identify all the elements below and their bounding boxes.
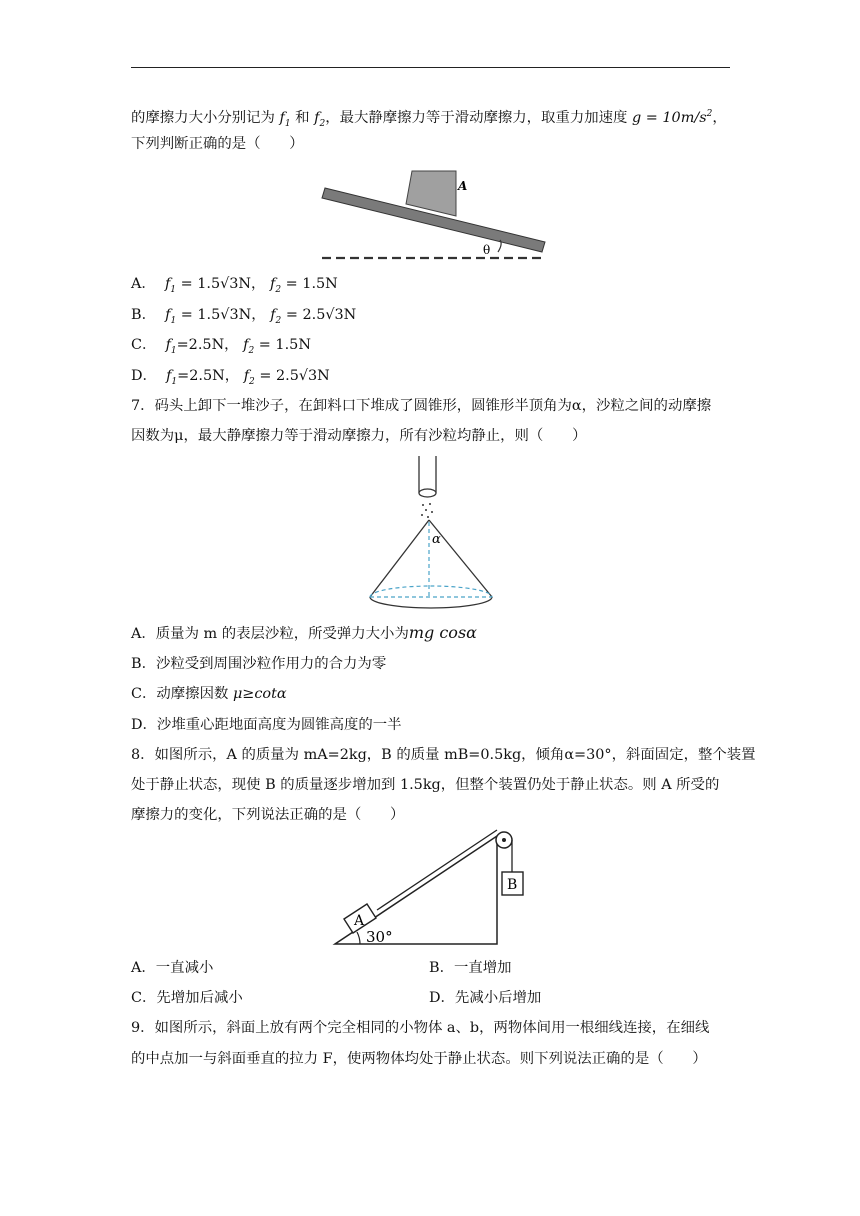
q6-option-d: D． $f_1=2.5N$， $f_2 = 2.5√3N$ (131, 368, 330, 387)
q9-stem-line1: 9．如图所示，斜面上放有两个完全相同的小物体 a、b，两物体间用一根细线连接，在细线 (131, 1020, 710, 1036)
q8-stem-line3: 摩擦力的变化，下列说法正确的是（ ） (131, 807, 405, 823)
q7-option-c: C．动摩擦因数 μ≥cotα (131, 686, 287, 702)
q8-fig-label-a: A (354, 913, 365, 929)
q9-stem-line2: 的中点加一与斜面垂直的拉力 F，使两物体均处于静止状态。则下列说法正确的是（ ） (131, 1051, 707, 1067)
q8-option-d: D．先减小后增加 (429, 990, 542, 1006)
q8-pulley-figure (330, 828, 530, 950)
q6-incline-figure (320, 168, 550, 266)
q8-fig-label-b: B (507, 877, 518, 893)
q7-option-b: B．沙粒受到周围沙粒作用力的合力为零 (131, 656, 387, 672)
q6-fig-label-theta: θ (483, 243, 491, 257)
q8-option-a: A．一直减小 (131, 960, 214, 976)
q7-cone-figure (362, 454, 502, 614)
q7-fig-label-alpha: α (432, 532, 441, 547)
q6-fig-label-a: A (458, 179, 468, 193)
q7-option-d: D．沙堆重心距地面高度为圆锥高度的一半 (131, 717, 402, 733)
q7-stem-line1: 7．码头上卸下一堆沙子，在卸料口下堆成了圆锥形，圆锥形半顶角为α，沙粒之间的动摩擦 (131, 398, 712, 414)
q8-fig-label-angle: 30° (366, 928, 393, 946)
q7-stem-line2: 因数为μ，最大静摩擦力等于滑动摩擦力，所有沙粒均静止，则（ ） (131, 428, 587, 444)
q6-option-b: B． $f_1 = 1.5√3N$， $f_2 = 2.5√3N$ (131, 307, 357, 326)
q8-option-b: B．一直增加 (429, 960, 512, 976)
q8-stem-line1: 8．如图所示，A 的质量为 mA=2kg，B 的质量 mB=0.5kg，倾角α=30°，斜面固定，整个装置 (131, 747, 756, 763)
q6-stem-line1: 的摩擦力大小分别记为 $f_1$ 和 $f_2$，最大静摩擦力等于滑动摩擦力，取重力加速度 $g = 10m/s^2$， (131, 109, 727, 129)
q8-option-c: C．先增加后减小 (131, 990, 243, 1006)
header-rule (131, 67, 730, 68)
q6-stem-line2: 下列判断正确的是（ ） (131, 136, 304, 152)
q7-option-a: A．质量为 m 的表层沙粒，所受弹力大小为mg cosα (131, 623, 477, 642)
q6-option-c: C． $f_1=2.5N$， $f_2 = 1.5N$ (131, 337, 311, 356)
q6-option-a: A． $f_1 = 1.5√3N$， $f_2 = 1.5N$ (131, 276, 338, 295)
q8-stem-line2: 处于静止状态，现使 B 的质量逐步增加到 1.5kg，但整个装置仍处于静止状态。则 A 所受的 (131, 777, 720, 793)
